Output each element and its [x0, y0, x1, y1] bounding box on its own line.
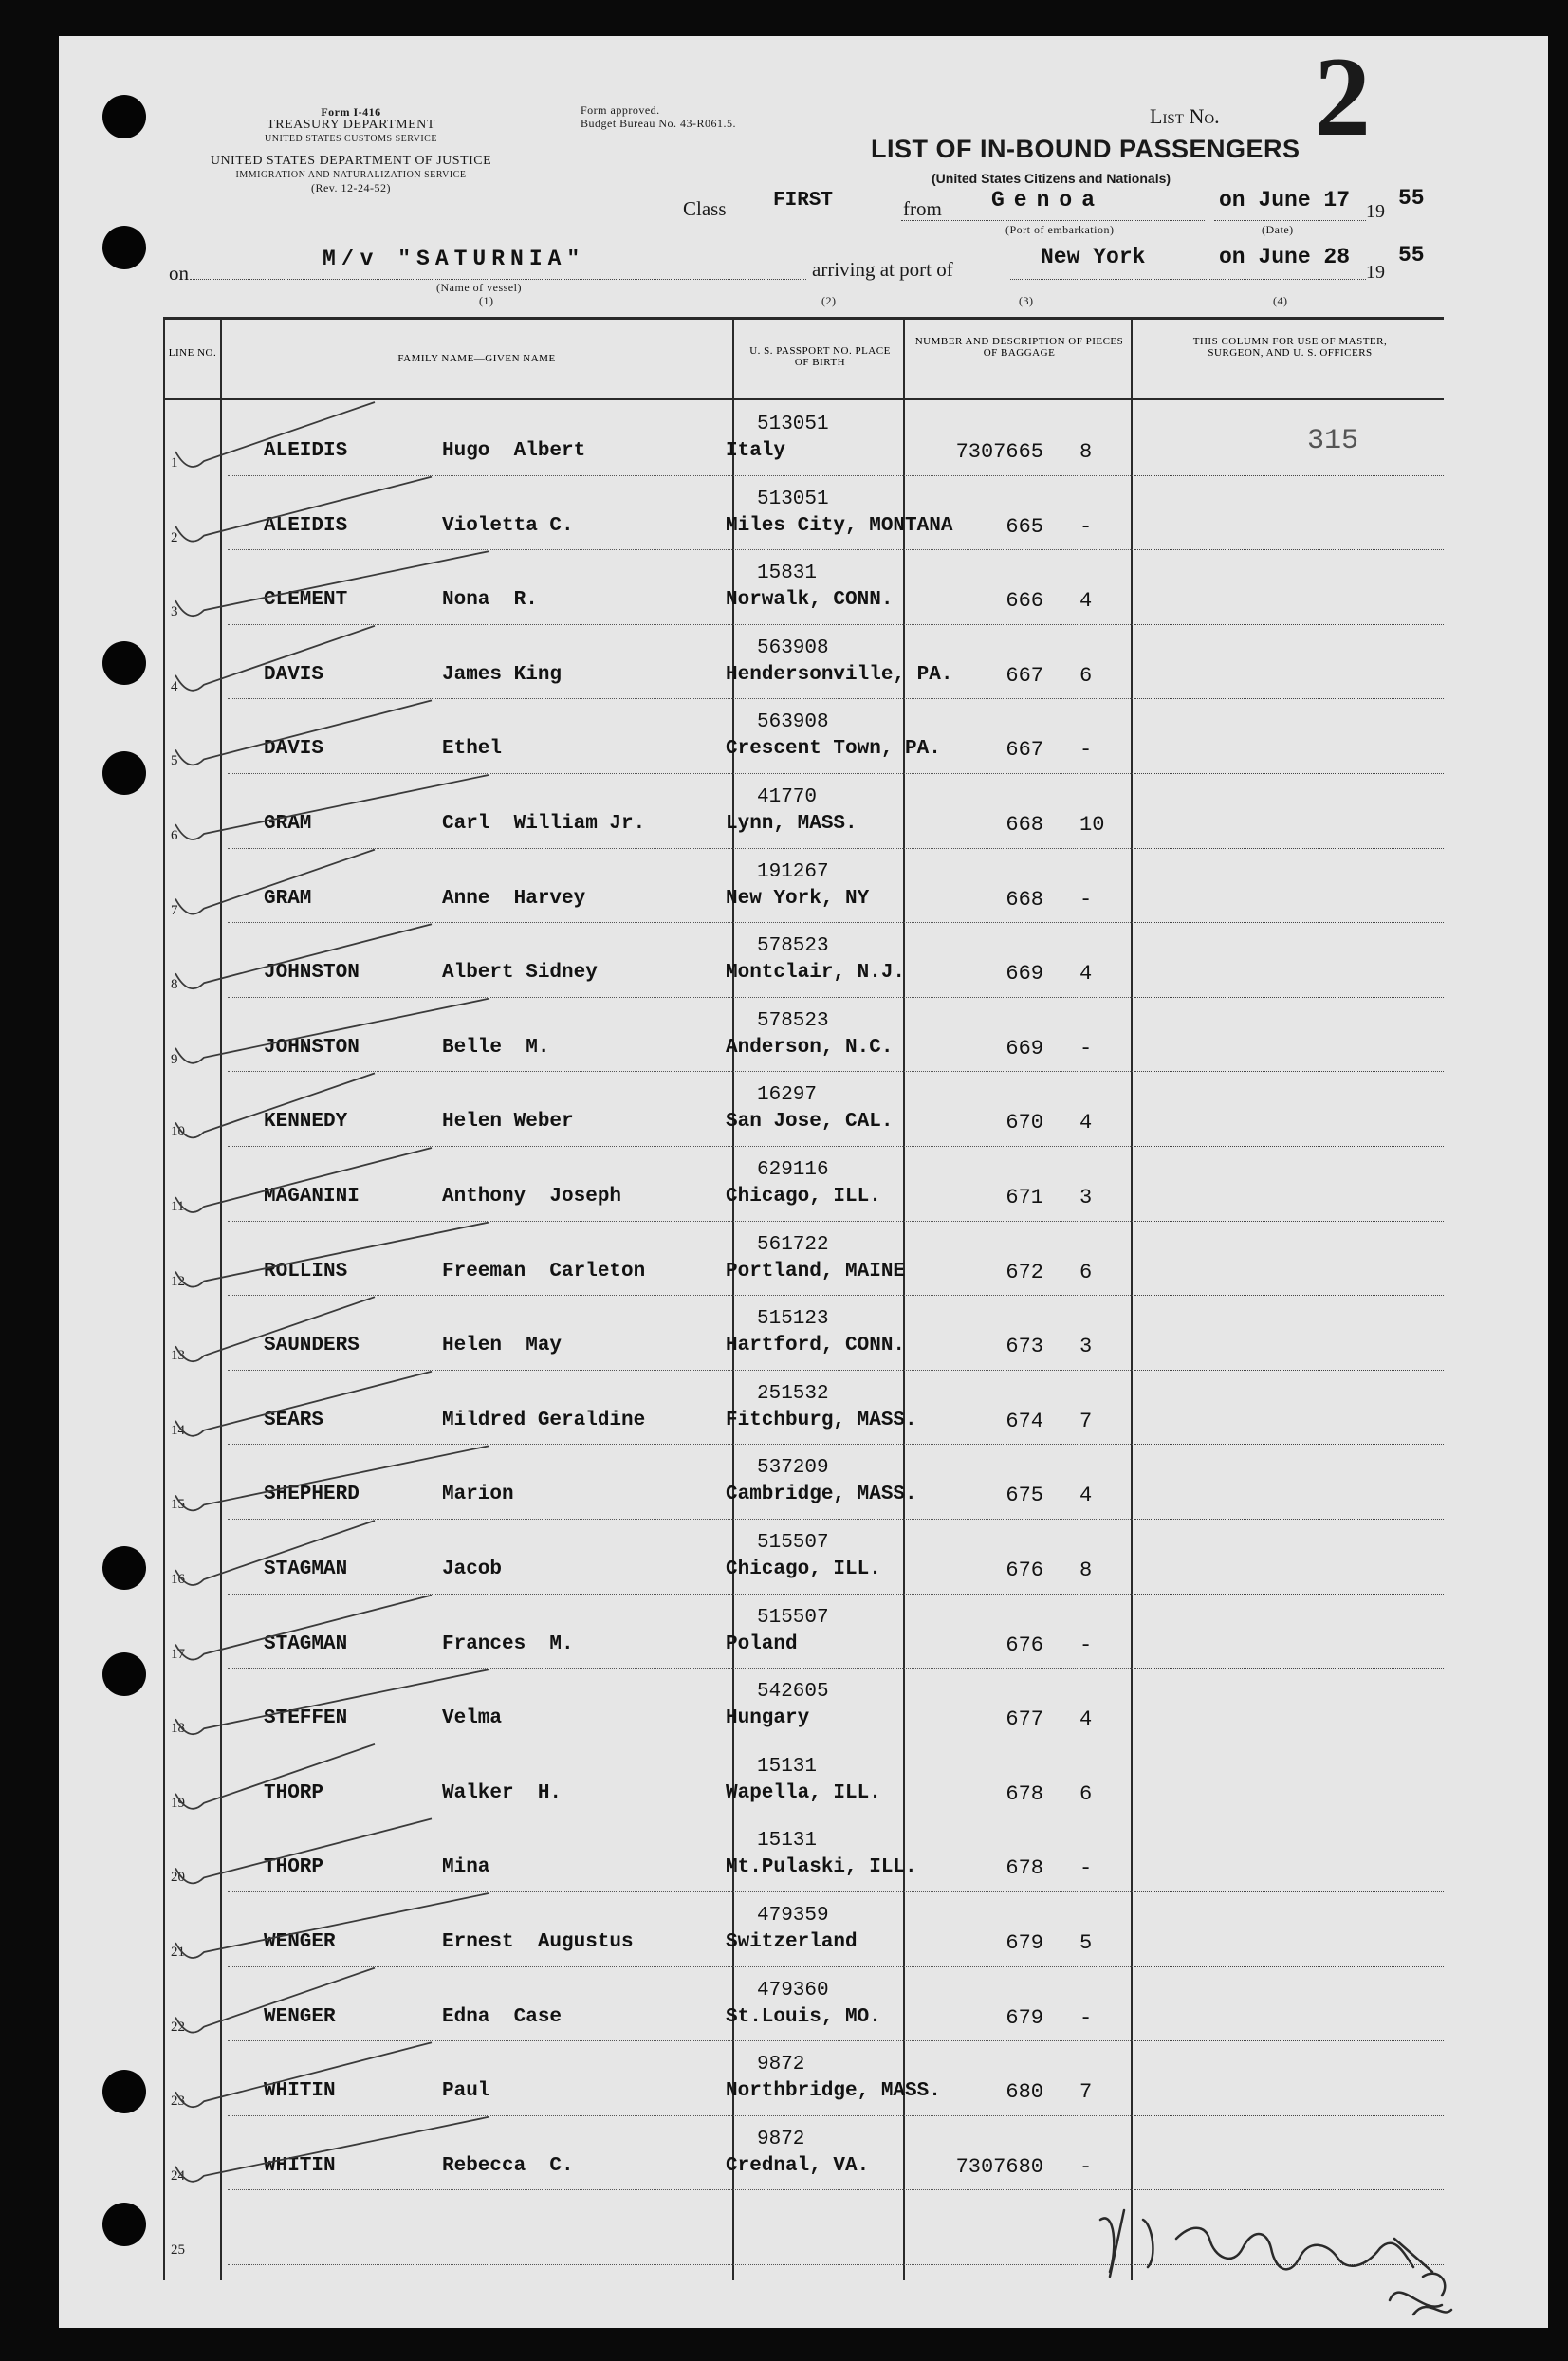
table-top-rule [163, 317, 1444, 320]
given-name: Rebecca C. [442, 2154, 574, 2177]
table-row [0, 700, 1568, 774]
baggage-number: 673 [1005, 1335, 1043, 1359]
passport-number: 515507 [757, 1532, 829, 1554]
given-name: Velma [442, 1707, 503, 1730]
baggage-number: 7307680 [955, 2154, 1043, 2179]
revision-date: (Rev. 12-24-52) [310, 181, 392, 194]
birthplace: Northbridge, MASS. [726, 2080, 941, 2103]
table-row [0, 1073, 1568, 1147]
baggage-pieces: 10 [1079, 813, 1105, 837]
baggage-number: 668 [1005, 813, 1043, 837]
line-number: 24 [171, 2167, 185, 2184]
passport-number: 191267 [757, 860, 829, 883]
family-name: GRAM [264, 813, 312, 835]
birthplace: St.Louis, MO. [726, 2005, 881, 2028]
birthplace: Wapella, ILL. [726, 1781, 881, 1804]
col-header-officers: THIS COLUMN FOR USE OF MASTER, SURGEON, AND U. S. OFFICERS [1192, 336, 1388, 359]
baggage-pieces: 7 [1079, 2080, 1093, 2105]
birthplace: Italy [726, 440, 786, 462]
annotation-number: 315 [1307, 425, 1359, 457]
line-number: 21 [171, 1945, 185, 1960]
list-number: 2 [1314, 33, 1371, 159]
table-row [0, 402, 1568, 476]
col2-caption: (2) [821, 294, 837, 307]
family-name: STAGMAN [264, 1632, 348, 1655]
birthplace: Montclair, N.J. [726, 962, 906, 985]
baggage-number: 674 [1005, 1409, 1043, 1433]
line-number: 6 [171, 828, 178, 843]
baggage-number: 676 [1005, 1632, 1043, 1657]
table-row [0, 551, 1568, 625]
line-number: 2 [171, 529, 178, 545]
col-header-passport: U. S. PASSPORT NO. PLACE OF BIRTH [749, 345, 891, 368]
baggage-pieces: - [1079, 2005, 1093, 2030]
baggage-number: 668 [1005, 887, 1043, 912]
header-bottom-rule [163, 398, 1444, 400]
birthplace: Hungary [726, 1707, 810, 1730]
class-value: FIRST [773, 190, 834, 212]
col-header-name: FAMILY NAME—GIVEN NAME [397, 353, 556, 364]
family-name: KENNEDY [264, 1111, 348, 1134]
line-number: 14 [171, 1422, 185, 1438]
family-name: WENGER [264, 2005, 336, 2028]
passport-number: 629116 [757, 1159, 829, 1181]
family-name: ALEIDIS [264, 514, 348, 537]
given-name: Belle M. [442, 1036, 550, 1059]
table-row [0, 1968, 1568, 2042]
table-row [0, 626, 1568, 700]
baggage-number: 678 [1005, 1781, 1043, 1806]
line-number: 11 [171, 1199, 185, 1214]
birthplace: Poland [726, 1632, 798, 1655]
baggage-pieces: - [1079, 1632, 1093, 1657]
family-name: JOHNSTON [264, 962, 360, 985]
passport-number: 16297 [757, 1084, 818, 1107]
passport-number: 561722 [757, 1233, 829, 1256]
customs-service: UNITED STATES CUSTOMS SERVICE [265, 134, 437, 144]
line-number: 7 [171, 902, 178, 918]
birthplace: Miles City, MONTANA [726, 514, 953, 537]
table-row [0, 1148, 1568, 1222]
line-number: 12 [171, 1273, 185, 1289]
passport-number: 563908 [757, 636, 829, 659]
family-name: MAGANINI [264, 1186, 360, 1208]
baggage-number: 680 [1005, 2080, 1043, 2105]
given-name: Carl William Jr. [442, 813, 646, 835]
baggage-number: 666 [1005, 589, 1043, 614]
birthplace: Norwalk, CONN. [726, 589, 894, 612]
line-number: 8 [171, 977, 178, 993]
treasury-dept: TREASURY DEPARTMENT [267, 118, 435, 132]
line-number: 9 [171, 1051, 178, 1067]
baggage-number: 679 [1005, 1931, 1043, 1955]
table-row [0, 2191, 1568, 2265]
baggage-number: 672 [1005, 1260, 1043, 1284]
on-label: on [169, 262, 189, 285]
baggage-pieces: - [1079, 887, 1093, 912]
given-name: Ethel [442, 738, 503, 761]
baggage-pieces: 4 [1079, 962, 1093, 987]
line-number: 5 [171, 753, 178, 769]
table-row [0, 477, 1568, 551]
table-row [0, 1223, 1568, 1297]
birthplace: New York, NY [726, 887, 870, 910]
baggage-pieces: - [1079, 2154, 1093, 2179]
year-prefix: 19 [1366, 201, 1385, 222]
col4-caption: (4) [1273, 294, 1288, 307]
passport-number: 513051 [757, 488, 829, 510]
family-name: DAVIS [264, 738, 324, 761]
line-number: 25 [171, 2242, 185, 2259]
given-name: Mina [442, 1856, 490, 1879]
baggage-pieces: 4 [1079, 1111, 1093, 1135]
form-approved: Form approved. [581, 103, 660, 117]
given-name: Freeman Carleton [442, 1260, 646, 1282]
passport-number: 515507 [757, 1606, 829, 1629]
passport-number: 515123 [757, 1308, 829, 1331]
table-row [0, 1521, 1568, 1595]
baggage-pieces: - [1079, 514, 1093, 539]
birthplace: Cambridge, MASS. [726, 1484, 917, 1506]
family-name: THORP [264, 1781, 324, 1804]
line-number: 22 [171, 2019, 185, 2035]
birthplace: Crescent Town, PA. [726, 738, 941, 761]
baggage-pieces: 5 [1079, 1931, 1093, 1955]
baggage-pieces: 4 [1079, 1707, 1093, 1732]
year-prefix-2: 19 [1366, 262, 1385, 283]
class-label: Class [683, 197, 727, 220]
baggage-pieces: - [1079, 1856, 1093, 1881]
budget-bureau: Budget Bureau No. 43-R061.5. [581, 117, 736, 130]
vessel-caption: (Name of vessel) [436, 281, 522, 294]
departure-year: 55 [1398, 186, 1425, 211]
baggage-number: 677 [1005, 1707, 1043, 1732]
given-name: Nona R. [442, 589, 538, 612]
baggage-pieces: 4 [1079, 589, 1093, 614]
baggage-number: 671 [1005, 1186, 1043, 1209]
baggage-number: 676 [1005, 1559, 1043, 1582]
family-name: WENGER [264, 1931, 336, 1953]
given-name: Marion [442, 1484, 514, 1506]
table-row [0, 1297, 1568, 1371]
arrival-year: 55 [1398, 243, 1425, 267]
line-number: 20 [171, 1870, 185, 1886]
baggage-number: 669 [1005, 962, 1043, 987]
baggage-number: 669 [1005, 1036, 1043, 1061]
table-row [0, 1669, 1568, 1743]
given-name: Helen Weber [442, 1111, 574, 1134]
family-name: ALEIDIS [264, 440, 348, 462]
family-name: CLEMENT [264, 589, 348, 612]
passport-number: 578523 [757, 1009, 829, 1032]
table-row [0, 1372, 1568, 1446]
table-row [0, 1744, 1568, 1818]
baggage-pieces: 8 [1079, 1559, 1093, 1582]
given-name: Violetta C. [442, 514, 574, 537]
given-name: Frances M. [442, 1632, 574, 1655]
baggage-number: 665 [1005, 514, 1043, 539]
baggage-pieces: 3 [1079, 1335, 1093, 1359]
baggage-pieces: 6 [1079, 1260, 1093, 1284]
given-name: Edna Case [442, 2005, 563, 2028]
birthplace: Anderson, N.C. [726, 1036, 894, 1059]
baggage-pieces: 4 [1079, 1484, 1093, 1508]
baggage-number: 675 [1005, 1484, 1043, 1508]
family-name: WHITIN [264, 2154, 336, 2177]
ins-service: IMMIGRATION AND NATURALIZATION SERVICE [235, 170, 467, 180]
form-subtitle: (United States Citizens and Nationals) [932, 171, 1171, 186]
passport-number: 513051 [757, 414, 829, 435]
passport-number: 578523 [757, 935, 829, 958]
departure-date: on June 17 [1219, 188, 1351, 212]
passport-number: 15131 [757, 1830, 818, 1853]
line-number: 4 [171, 678, 178, 694]
family-name: GRAM [264, 887, 312, 910]
baggage-number: 670 [1005, 1111, 1043, 1135]
baggage-number: 679 [1005, 2005, 1043, 2030]
passport-number: 479359 [757, 1905, 829, 1927]
passport-number: 542605 [757, 1681, 829, 1704]
birthplace: Chicago, ILL. [726, 1186, 881, 1208]
family-name: ROLLINS [264, 1260, 348, 1282]
line-number: 23 [171, 2094, 185, 2110]
passport-number: 9872 [757, 2054, 805, 2076]
birthplace: Hendersonville, PA. [726, 663, 953, 686]
family-name: SHEPHERD [264, 1484, 360, 1506]
form-number: Form I-416 [321, 105, 381, 119]
birthplace: Mt.Pulaski, ILL. [726, 1856, 917, 1879]
table-row [0, 2042, 1568, 2116]
form-title: LIST OF IN-BOUND PASSENGERS [871, 135, 1301, 163]
given-name: Helen May [442, 1335, 563, 1357]
justice-dept: UNITED STATES DEPARTMENT OF JUSTICE [210, 154, 492, 168]
line-number: 3 [171, 604, 178, 620]
given-name: Albert Sidney [442, 962, 598, 985]
table-row [0, 924, 1568, 998]
binder-hole [102, 95, 146, 138]
line-number: 13 [171, 1348, 185, 1364]
table-row [0, 1446, 1568, 1520]
birthplace: Lynn, MASS. [726, 813, 858, 835]
table-row [0, 999, 1568, 1073]
baggage-pieces: 3 [1079, 1186, 1093, 1209]
passport-number: 9872 [757, 2128, 805, 2150]
baggage-number: 667 [1005, 738, 1043, 763]
passport-number: 537209 [757, 1457, 829, 1480]
family-name: THORP [264, 1856, 324, 1879]
port-embark-caption: (Port of embarkation) [1005, 223, 1115, 236]
arrival-date: on June 28 [1219, 245, 1351, 269]
passport-number: 251532 [757, 1382, 829, 1405]
baggage-number: 678 [1005, 1856, 1043, 1881]
given-name: Anthony Joseph [442, 1186, 622, 1208]
col3-caption: (3) [1019, 294, 1034, 307]
port-arrival: New York [1041, 245, 1146, 269]
passport-number: 479360 [757, 1979, 829, 2001]
birthplace: Fitchburg, MASS. [726, 1409, 917, 1431]
given-name: Jacob [442, 1559, 503, 1580]
baggage-number: 7307665 [955, 440, 1043, 464]
birthplace: San Jose, CAL. [726, 1111, 894, 1134]
birthplace: Chicago, ILL. [726, 1559, 881, 1580]
passport-number: 15131 [757, 1755, 818, 1778]
birthplace: Hartford, CONN. [726, 1335, 906, 1357]
family-name: JOHNSTON [264, 1036, 360, 1059]
given-name: Mildred Geraldine [442, 1409, 646, 1431]
line-number: 19 [171, 1795, 185, 1811]
baggage-number: 667 [1005, 663, 1043, 688]
passport-number: 563908 [757, 711, 829, 734]
col-header-line-no: LINE NO. [168, 347, 217, 359]
family-name: SEARS [264, 1409, 324, 1431]
line-number: 1 [171, 455, 178, 470]
table-row [0, 850, 1568, 924]
given-name: James King [442, 663, 563, 686]
list-no-label: List No. [1150, 104, 1220, 128]
baggage-pieces: 6 [1079, 663, 1093, 688]
col-header-baggage: NUMBER AND DESCRIPTION OF PIECES OF BAGGAGE [914, 336, 1124, 359]
line-number: 16 [171, 1572, 185, 1587]
vessel-name: M/v "SATURNIA" [323, 247, 586, 271]
binder-hole [102, 226, 146, 269]
line-number: 17 [171, 1646, 185, 1662]
passport-number: 41770 [757, 786, 818, 808]
arriving-label: arriving at port of [812, 258, 953, 281]
given-name: Ernest Augustus [442, 1931, 634, 1953]
baggage-pieces: 7 [1079, 1409, 1093, 1433]
baggage-pieces: 6 [1079, 1781, 1093, 1806]
line-number: 15 [171, 1497, 185, 1513]
table-row [0, 1818, 1568, 1892]
baggage-pieces: - [1079, 738, 1093, 763]
table-row [0, 1893, 1568, 1967]
baggage-pieces: - [1079, 1036, 1093, 1061]
table-row [0, 2117, 1568, 2191]
date-caption: (Date) [1262, 223, 1294, 236]
birthplace: Switzerland [726, 1931, 858, 1953]
passport-number: 15831 [757, 563, 818, 585]
from-label: from [903, 197, 942, 220]
table-row [0, 775, 1568, 849]
table-row [0, 1596, 1568, 1669]
given-name: Anne Harvey [442, 887, 586, 910]
family-name: WHITIN [264, 2080, 336, 2103]
family-name: SAUNDERS [264, 1335, 360, 1357]
family-name: DAVIS [264, 663, 324, 686]
given-name: Walker H. [442, 1781, 563, 1804]
line-number: 10 [171, 1124, 185, 1140]
baggage-pieces: 8 [1079, 440, 1093, 464]
col1-caption: (1) [479, 294, 494, 307]
family-name: STEFFEN [264, 1707, 348, 1730]
port-embarkation: Genoa [991, 188, 1105, 212]
line-number: 18 [171, 1721, 185, 1737]
family-name: STAGMAN [264, 1559, 348, 1580]
birthplace: Portland, MAINE [726, 1260, 906, 1282]
birthplace: Crednal, VA. [726, 2154, 870, 2177]
given-name: Paul [442, 2080, 490, 2103]
given-name: Hugo Albert [442, 440, 586, 462]
